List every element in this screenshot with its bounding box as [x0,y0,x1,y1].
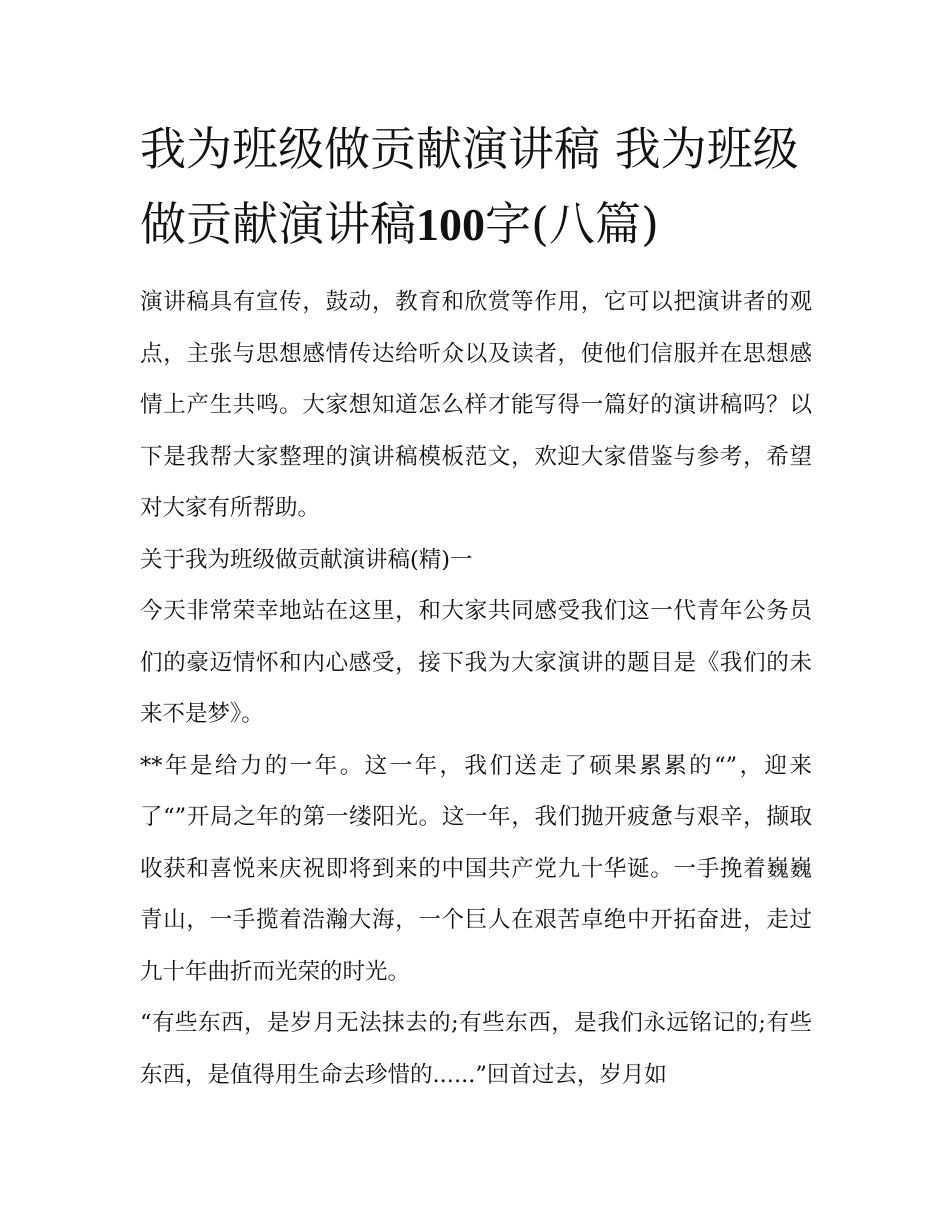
section-heading: 关于我为班级做贡献演讲稿(精)一 [140,546,473,573]
paragraph-intro: 演讲稿具有宣传，鼓动，教育和欣赏等作用，它可以把演讲者的观点，主张与思想感情传达给听众以及读者，使他们信服并在思想感情上产生共鸣。大家想知道怎么样才能写得一篇好的演讲稿吗？以下是我帮大家整理的演讲稿模板范文，欢迎大家借鉴与参考，希望对大家有所帮助。 [140,289,812,521]
document-title [140,112,812,262]
document-page [140,112,812,1101]
title-suffix: 字(八篇) [485,197,659,251]
paragraph-opening: 今天非常荣幸地站在这里，和大家共同感受我们这一代青年公务员们的豪迈情怀和内心感受，接下我为大家演讲的题目是《我们的未来不是梦》。 [140,598,812,727]
title-number: 100 [416,199,485,250]
title-text: 我为班级做贡献演讲稿 我为班级做贡献演讲稿 [140,122,799,251]
document-body [140,277,812,1101]
paragraph-year: **年是给力的一年。这一年，我们送走了硕果累累的“”，迎来了“”开局之年的第一缕阳光。这一年，我们抛开疲惫与艰辛，撷取收获和喜悦来庆祝即将到来的中国共产党九十华诞。一手挽着巍巍青山，一手揽着浩瀚大海，一个巨人在艰苦卓绝中开拓奋进，走过九十年曲折而光荣的时光。 [140,752,812,985]
paragraph-quote: “有些东西，是岁月无法抹去的;有些东西，是我们永远铭记的;有些东西，是值得用生命去珍惜的......”回首过去，岁月如 [140,1010,812,1088]
